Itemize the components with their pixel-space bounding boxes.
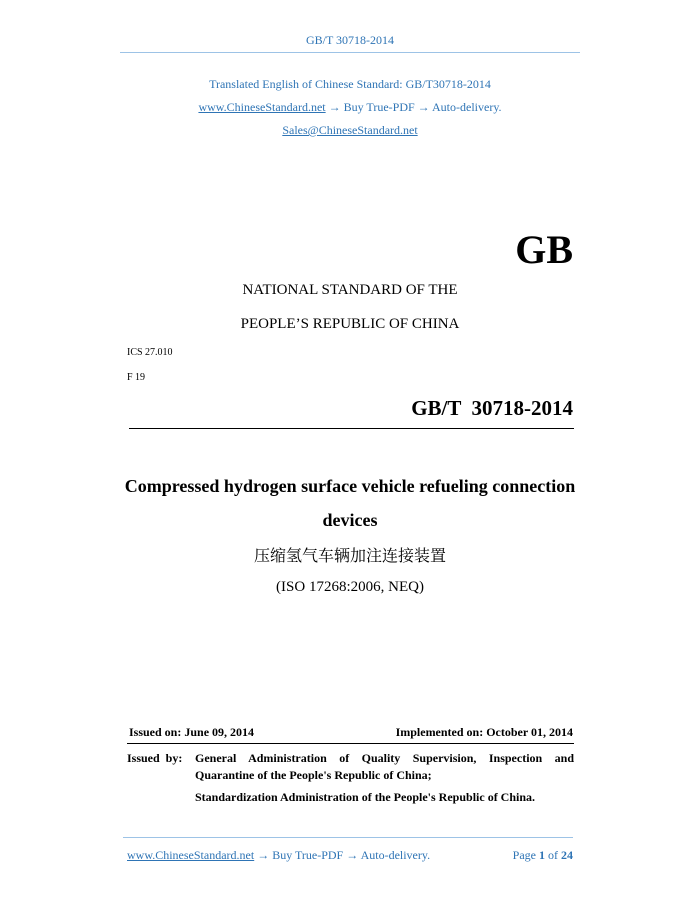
gb-mark: GB xyxy=(515,227,573,272)
translated-line: Translated English of Chinese Standard: GB/T30718-2014 xyxy=(209,77,491,91)
issued-by-line3: Standardization Administration of the People's Republic of China. xyxy=(195,790,536,804)
issued-rule xyxy=(127,743,574,744)
page-indicator xyxy=(513,848,573,863)
title-line2: devices xyxy=(322,510,378,530)
title-line1: Compressed hydrogen surface vehicle refueling connection xyxy=(124,476,576,496)
issued-by-label: Issued by: xyxy=(127,751,183,765)
buy-line xyxy=(0,100,700,115)
issued-by-line2: Quarantine of the People's Republic of China; xyxy=(195,768,432,782)
page-label: Page xyxy=(512,848,536,862)
footer-divider xyxy=(123,837,573,838)
iso-reference: (ISO 17268:2006, NEQ) xyxy=(276,579,424,595)
page-of: of xyxy=(548,848,558,862)
standard-number-rule xyxy=(129,428,574,429)
email-link[interactable]: Sales@ChineseStandard.net xyxy=(282,123,418,137)
national-standard-line2: PEOPLE’S REPUBLIC OF CHINA xyxy=(240,316,460,332)
page-current: 1 xyxy=(539,848,545,862)
national-standard-line1: NATIONAL STANDARD OF THE xyxy=(242,282,458,298)
implemented-on: Implemented on: October 01, 2014 xyxy=(395,725,573,739)
ics-code: ICS 27.010 xyxy=(127,347,173,358)
ccs-code: F 19 xyxy=(127,372,146,383)
issued-on: Issued on: June 09, 2014 xyxy=(129,725,255,739)
chinese-title: 压缩氢气车辆加注连接装置 xyxy=(253,546,446,565)
buy-text: → Buy True-PDF → Auto-delivery. xyxy=(325,100,502,114)
footer-buy-line xyxy=(127,848,430,863)
footer-site-link[interactable]: www.ChineseStandard.net xyxy=(127,848,255,862)
header-doc-code: GB/T 30718-2014 xyxy=(305,33,395,47)
email-line xyxy=(0,123,700,138)
site-link[interactable]: www.ChineseStandard.net xyxy=(198,100,326,114)
standard-number: GB/T 30718-2014 xyxy=(411,396,573,420)
header-divider xyxy=(120,52,580,53)
page-total: 24 xyxy=(561,848,573,862)
footer-buy-text: → Buy True-PDF → Auto-delivery. xyxy=(254,848,431,862)
issued-by-line1: General Administration of Quality Supervision, Inspection and xyxy=(195,751,574,765)
